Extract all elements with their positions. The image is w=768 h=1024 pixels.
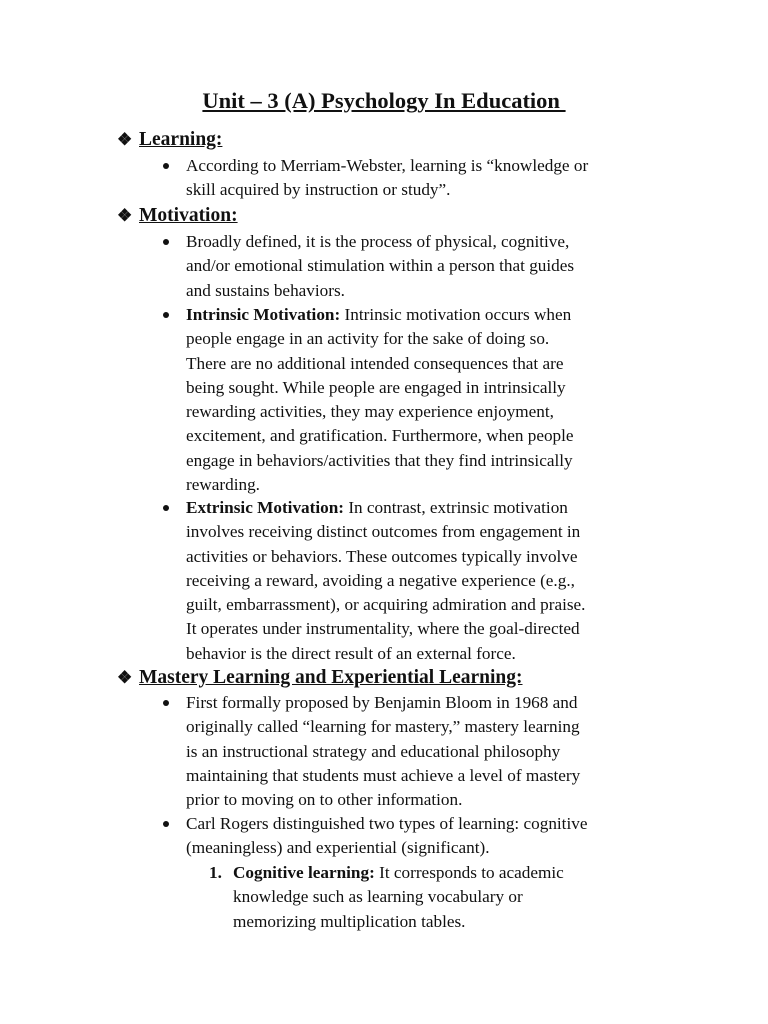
list-item-text: In contrast, extrinsic motivation	[344, 498, 568, 517]
bullet-icon	[163, 312, 169, 318]
list-item	[186, 303, 574, 497]
list-item-line: Broadly defined, it is the process of physical, cognitive,	[186, 232, 570, 251]
list-item-line: excitement, and gratification. Furthermore, when people	[186, 426, 574, 446]
list-item-line: and sustains behaviors.	[186, 280, 345, 300]
bullet-icon	[163, 505, 169, 511]
list-item-line: and/or emotional stimulation within a person that guides	[186, 256, 575, 276]
diamond-bullet-icon: ❖	[117, 668, 133, 687]
list-item-line: activities or behaviors. These outcomes typically involve	[186, 546, 578, 566]
list-item	[186, 812, 587, 861]
list-item-line: Carl Rogers distinguished two types of learning: cognitive	[186, 814, 588, 833]
page-title: Unit – 3 (A) Psychology In Education	[202, 88, 566, 113]
list-item-line: receiving a reward, avoiding a negative experience (e.g.,	[186, 570, 575, 590]
section-heading-mastery-learning	[117, 666, 523, 690]
list-item-line: guilt, embarrassment), or acquiring admiration and praise.	[186, 595, 586, 615]
diamond-bullet-icon: ❖	[117, 206, 133, 225]
diamond-bullet-icon: ❖	[117, 130, 133, 149]
numbered-item-line: memorizing multiplication tables.	[233, 911, 466, 931]
list-item	[186, 230, 574, 303]
list-item	[186, 691, 580, 812]
section-heading-label: Learning:	[139, 129, 223, 150]
numbered-item-line	[233, 861, 564, 885]
list-item-line: behavior is the direct result of an external force.	[186, 643, 516, 663]
list-number: 1.	[209, 863, 222, 882]
list-item-line: There are no additional intended consequences that are	[186, 353, 564, 373]
list-item-line: being sought. While people are engaged in intrinsically	[186, 377, 566, 397]
list-item-line: people engage in an activity for the sake of doing so.	[186, 329, 550, 349]
term-extrinsic-motivation: Extrinsic Motivation:	[186, 498, 345, 517]
list-item-line: maintaining that students must achieve a level of mastery	[186, 765, 581, 785]
numbered-item-text: It corresponds to academic	[374, 863, 564, 882]
list-item-line: is an instructional strategy and educational philosophy	[186, 741, 561, 761]
term-cognitive-learning: Cognitive learning:	[233, 863, 375, 882]
list-item-line: It operates under instrumentality, where the goal-directed	[186, 619, 580, 639]
list-item	[186, 154, 588, 203]
bullet-icon	[163, 239, 169, 245]
list-item-line: First formally proposed by Benjamin Bloom in 1968 and	[186, 693, 578, 712]
bullet-icon	[163, 700, 169, 706]
list-item-line: originally called “learning for mastery,” mastery learning	[186, 717, 580, 737]
list-item-line: skill acquired by instruction or study”.	[186, 180, 451, 200]
list-item-line	[186, 303, 574, 327]
section-heading-label: Mastery Learning and Experiential Learning:	[139, 667, 523, 688]
bullet-icon	[163, 821, 169, 827]
bullet-icon	[163, 163, 169, 169]
list-item-line: prior to moving on to other information.	[186, 790, 463, 810]
list-item-line: rewarding activities, they may experience enjoyment,	[186, 402, 554, 422]
term-intrinsic-motivation: Intrinsic Motivation:	[186, 305, 341, 324]
list-item-line	[186, 496, 585, 520]
section-heading-motivation	[117, 204, 238, 228]
list-item	[186, 496, 585, 666]
numbered-item-line: knowledge such as learning vocabulary or	[233, 887, 523, 907]
section-heading-label: Motivation:	[139, 205, 238, 226]
list-item-line: rewarding.	[186, 475, 260, 495]
list-item-line: (meaningless) and experiential (significant).	[186, 838, 490, 858]
numbered-item	[233, 861, 564, 934]
list-item-line: involves receiving distinct outcomes from engagement in	[186, 522, 581, 542]
list-item-line: According to Merriam-Webster, learning is “knowledge or	[186, 156, 589, 175]
section-heading-learning	[117, 128, 222, 152]
list-item-text: Intrinsic motivation occurs when	[340, 305, 572, 324]
list-item-line: engage in behaviors/activities that they find intrinsically	[186, 450, 573, 470]
